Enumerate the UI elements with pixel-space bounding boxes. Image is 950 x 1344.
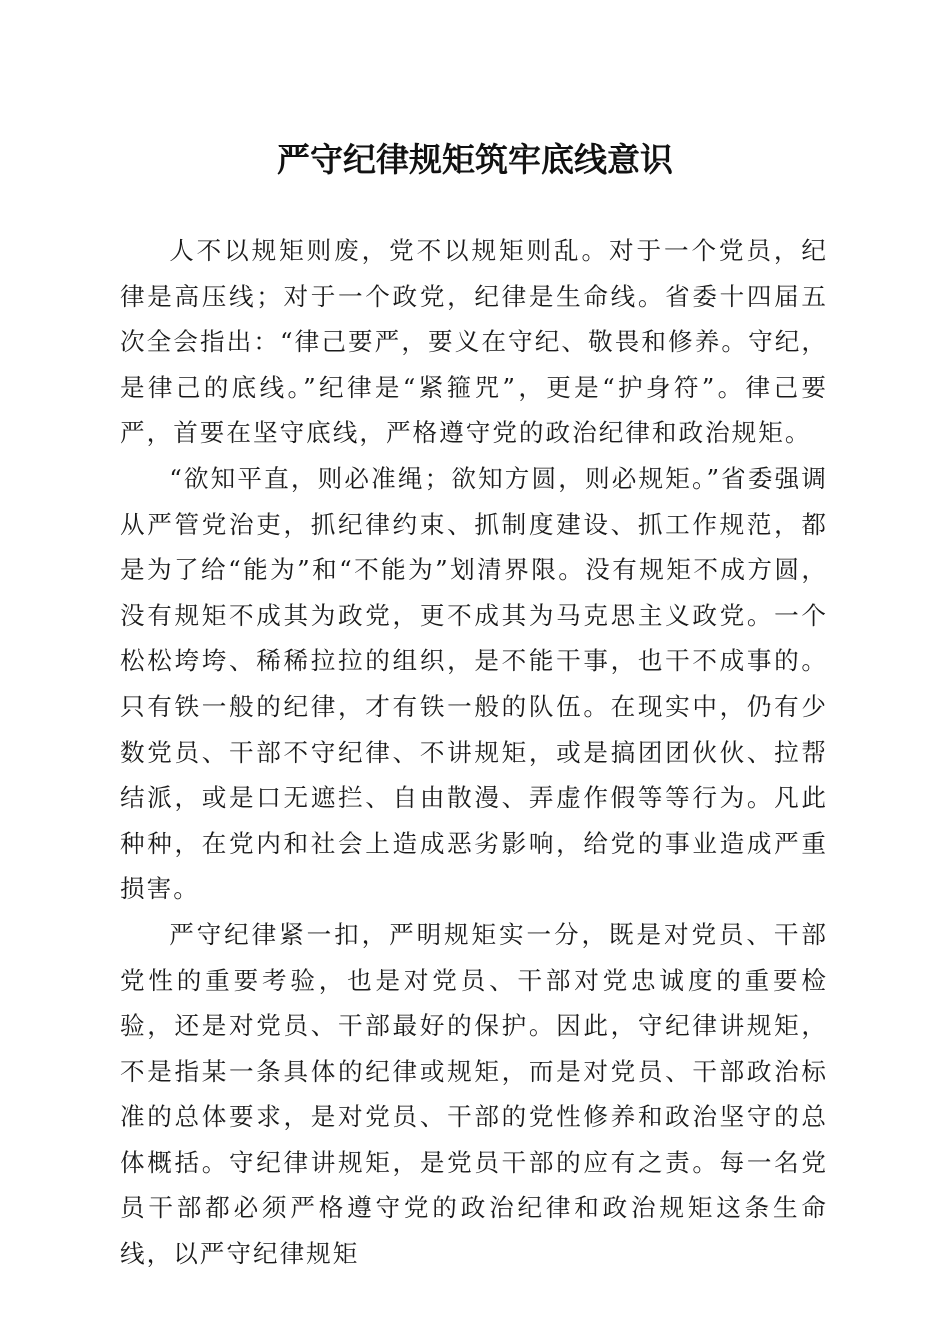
paragraph-2: “欲知平直，则必准绳；欲知方圆，则必规矩。”省委强调从严管党治吏，抓纪律约束、抓制度建设、抓工作规范，都是为了给“能为”和“不能为”划清界限。没有规矩不成方圆，没有规矩不成其为政党，更不成其为马克思主义政党。一个松松垮垮、稀稀拉拉的组织，是不能干事，也干不成事的。只有铁一般的纪律，才有铁一般的队伍。在现实中，仍有少数党员、干部不守纪律、不讲规矩，或是搞团团伙伙、拉帮结派，或是口无遮拦、自由散漫、弄虚作假等等行为。凡此种种，在党内和社会上造成恶劣影响，给党的事业造成严重损害。 <box>120 463 828 904</box>
document-body <box>120 228 828 1277</box>
paragraph-1: 人不以规矩则废，党不以规矩则乱。对于一个党员，纪律是高压线；对于一个政党，纪律是生命线。省委十四届五次全会指出：“律己要严，要义在守纪、敬畏和修养。守纪，是律己的底线。”纪律是“紧箍咒”，更是“护身符”。律己要严，首要在坚守底线，严格遵守党的政治纪律和政治规矩。 <box>120 236 828 448</box>
document-title: 严守纪律规矩筑牢底线意识 <box>277 140 673 179</box>
paragraph-3: 严守纪律紧一扣，严明规矩实一分，既是对党员、干部党性的重要考验，也是对党员、干部对党忠诚度的重要检验，还是对党员、干部最好的保护。因此，守纪律讲规矩，不是指某一条具体的纪律或规矩，而是对党员、干部政治标准的总体要求，是对党员、干部的党性修养和政治坚守的总体概括。守纪律讲规矩，是党员干部的应有之责。每一名党员干部都必须严格遵守党的政治纪律和政治规矩这条生命线，以严守纪律规矩 <box>120 919 828 1269</box>
